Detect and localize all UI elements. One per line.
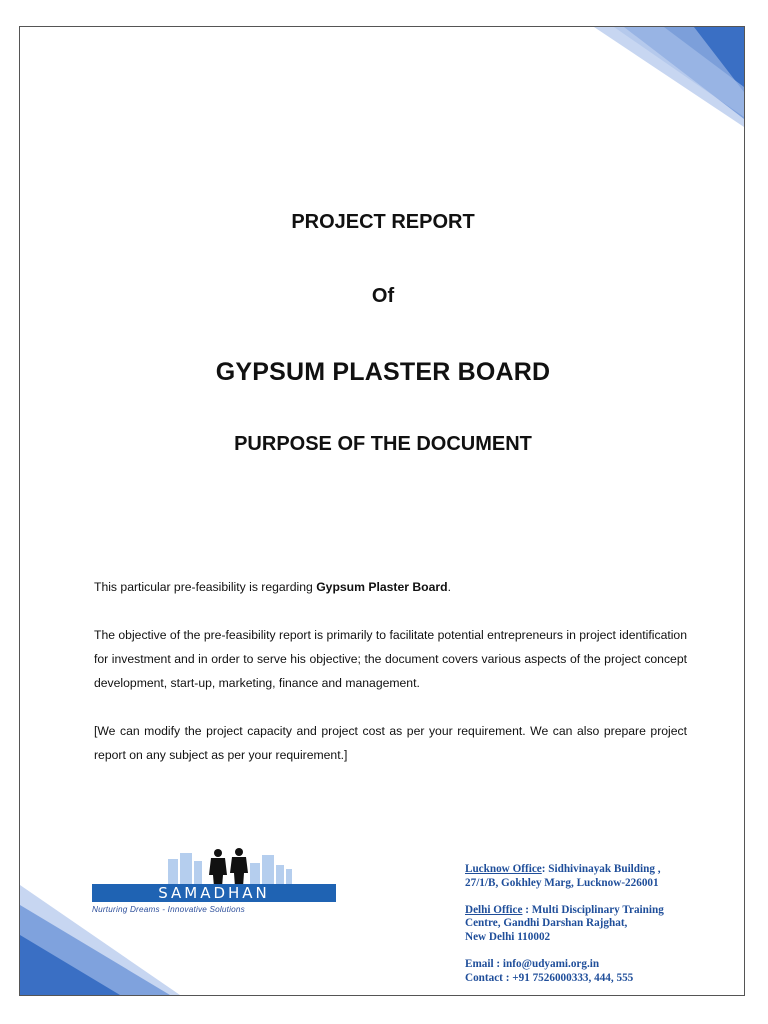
delhi-address-2: Centre, Gandhi Darshan Rajghat,	[465, 917, 628, 930]
contact-block	[465, 863, 725, 986]
corner-decoration-top-right	[594, 27, 744, 127]
note-paragraph: [We can modify the project capacity and project cost as per your requirement. We can also prepare project report on any subject as per your requirement.]	[94, 724, 687, 762]
delhi-address-3: New Delhi 110002	[465, 931, 551, 944]
email-line	[465, 958, 725, 972]
phone-numbers: +91 7526000333, 444, 555	[512, 971, 634, 984]
phone-line	[465, 972, 725, 986]
section-heading: PURPOSE OF THE DOCUMENT	[234, 433, 532, 455]
lucknow-address-1: : Sidhivinayak Building ,	[541, 863, 661, 875]
logo-wordmark: SAMADHAN	[92, 884, 336, 902]
lucknow-office-link[interactable]: Lucknow Office	[465, 863, 542, 875]
delhi-address-1: : Multi Disciplinary Training	[522, 903, 664, 916]
email-link[interactable]: info@udyami.org.in	[502, 957, 600, 970]
objective-paragraph: The objective of the pre-feasibility report is primarily to facilitate potential entrepreneurs in project identification for investment and in order to serve his objective; the document covers various aspects of the project concept development, start-up, marketing, finance and management.	[94, 628, 687, 690]
intro-paragraph	[94, 575, 687, 599]
report-heading: PROJECT REPORT	[291, 211, 475, 233]
contact-label: Contact :	[465, 971, 513, 984]
intro-period: .	[447, 580, 451, 594]
samadhan-logo	[90, 847, 340, 917]
intro-text: This particular pre-feasibility is regarding	[94, 580, 317, 594]
delhi-office-link[interactable]: Delhi Office	[465, 903, 523, 916]
document-page	[19, 26, 745, 996]
delhi-office	[465, 904, 725, 918]
page-title: GYPSUM PLASTER BOARD	[215, 358, 551, 386]
email-label: Email :	[465, 957, 503, 970]
intro-product: Gypsum Plaster Board	[316, 580, 448, 594]
logo-skyline-icon	[90, 847, 340, 887]
logo-tagline: Nurturing Dreams - Innovative Solutions	[92, 905, 245, 914]
lucknow-address-2: 27/1/B, Gokhley Marg, Lucknow-226001	[465, 876, 659, 889]
lucknow-office	[465, 863, 725, 877]
report-of: Of	[371, 285, 395, 307]
